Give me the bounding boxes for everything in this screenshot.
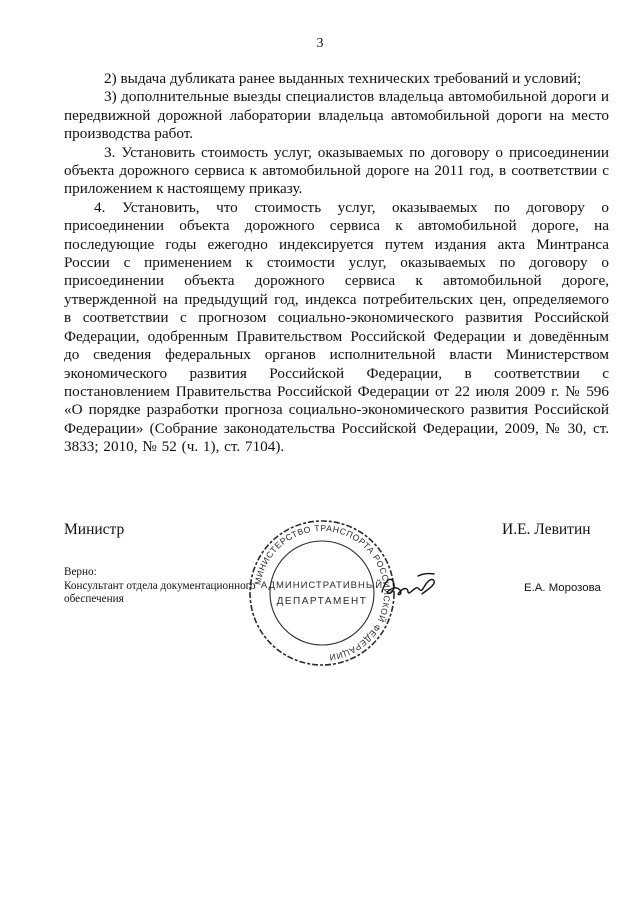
certifier-name: Е.А. Морозова — [524, 582, 601, 594]
handwritten-signature — [378, 568, 440, 604]
certification-position: Консультант отдела документационного обеспечения — [64, 579, 256, 605]
svg-text:МИНИСТЕРСТВО ТРАНСПОРТА РОССИЙ — [253, 523, 394, 663]
stamp-line-1: АДМИНИСТРАТИВНЫЙ — [260, 580, 384, 591]
page-number: 3 — [316, 36, 324, 51]
paragraph-item-3: 3) дополнительные выезды специалистов владельца автомобильной дороги и передвижной дорожной лаборатории владельца автомобильной дороги на место производства работ. — [64, 88, 609, 143]
stamp-outer-text: МИНИСТЕРСТВО ТРАНСПОРТА РОССИЙСКОЙ ФЕДЕРАЦИИ — [252, 522, 393, 663]
stamp-line-2: ДЕПАРТАМЕНТ — [276, 596, 368, 607]
minister-title: Министр — [64, 521, 125, 538]
paragraph-section-3: 3. Установить стоимость услуг, оказываемых по договору о присоединении объекта дорожного сервиса к автомобильной дороге на 2011 год, в соответствии с приложением к настоящему приказу. — [64, 143, 609, 198]
certification-label: Верно: — [64, 566, 97, 578]
minister-name: И.Е. Левитин — [502, 521, 591, 538]
department-stamp — [247, 518, 397, 668]
body-text — [64, 70, 609, 457]
paragraph-section-4: 4. Установить, что стоимость услуг, оказываемых по договору о присоединении объекта дорожного сервиса к автомобильной дороге, на последующие годы ежегодно индексируется путем издания акта Минтранса России с применением к стоимости услуг, оказываемых по договору о присоединении объекта дорожного сервиса к автомобильной дороге, утвержденной на предыдущий год, индекса потребительских цен, определяемого в соответствии с прогнозом социально-экономического развития Российской Федерации, одобренным Правительством Российской Федерации и доведённым до сведения федеральных органов исполнительной власти Министерством экономического развития Российской Федерации, в соответствии с постановлением Правительства Российской Федерации от 22 июля 2009 г. № 596 «О порядке разработки прогноза социально-экономического развития Российской Федерации» (Собрание законодательства Российской Федерации, 2009, № 30, ст. 3833; 2010, № 52 (ч. 1), ст. 7104). — [64, 198, 609, 456]
paragraph-item-2: 2) выдача дубликата ранее выданных технических требований и условий; — [104, 70, 582, 87]
